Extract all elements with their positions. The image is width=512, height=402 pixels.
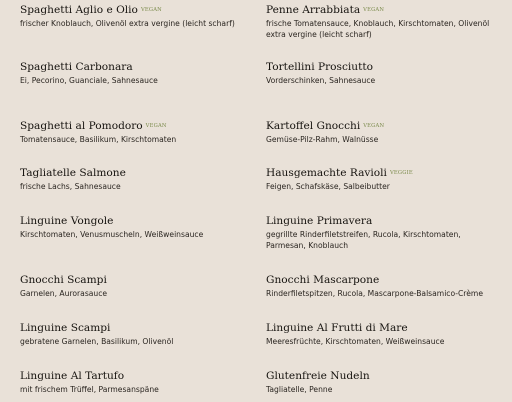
menu-item <box>266 60 502 86</box>
menu-item <box>20 273 245 299</box>
dish-description: Feigen, Schafskäse, Salbeibutter <box>266 182 390 191</box>
dish-description: Garnelen, Aurorasauce <box>20 289 108 298</box>
dish-description: gegrillte Rinderfiletstreifen, Rucola, Kirschtomaten, Parmesan, Knoblauch <box>266 230 461 250</box>
menu-item <box>20 214 245 240</box>
dish-name: Gnocchi Scampi <box>20 274 107 286</box>
dish-name: Linguine Scampi <box>20 322 111 334</box>
dish-name: Penne Arrabbiata VEGAN <box>266 4 385 16</box>
dish-name: Spaghetti al Pomodoro VEGAN <box>20 120 167 132</box>
menu-item <box>20 321 245 347</box>
dish-description: Ei, Pecorino, Guanciale, Sahnesauce <box>20 76 158 85</box>
dish-name: Glutenfreie Nudeln <box>266 370 370 382</box>
dish-name: Hausgemachte Ravioli VEGGIE <box>266 167 413 179</box>
menu-item <box>20 369 245 395</box>
vegan-badge: VEGAN <box>145 123 167 129</box>
dish-description: Rinderfiletspitzen, Rucola, Mascarpone-Balsamico-Crème <box>266 289 483 298</box>
dish-description: gebratene Garnelen, Basilikum, Olivenöl <box>20 337 174 346</box>
vegan-badge: VEGAN <box>140 7 162 13</box>
menu-item <box>266 119 502 145</box>
menu-item <box>266 166 502 192</box>
menu-item <box>266 273 502 299</box>
veggie-badge: VEGGIE <box>389 170 413 176</box>
dish-name: Gnocchi Mascarpone <box>266 274 380 286</box>
menu-item <box>266 214 502 251</box>
dish-description: Tomatensauce, Basilikum, Kirschtomaten <box>20 135 177 144</box>
menu-item <box>266 3 502 40</box>
vegan-badge: VEGAN <box>363 123 385 129</box>
dish-name: Tortellini Prosciutto <box>266 61 373 73</box>
menu-item <box>20 60 245 86</box>
menu-item <box>20 166 245 192</box>
dish-description: Gemüse-Pilz-Rahm, Walnüsse <box>266 135 379 144</box>
dish-name: Linguine Primavera <box>266 215 373 227</box>
menu-item <box>20 3 245 29</box>
dish-description: Vorderschinken, Sahnesauce <box>266 76 376 85</box>
dish-name: Linguine Vongole <box>20 215 114 227</box>
dish-description: mit frischem Trüffel, Parmesanspäne <box>20 385 159 394</box>
dish-description: Kirschtomaten, Venusmuscheln, Weißweinsauce <box>20 230 204 239</box>
dish-name: Linguine Al Frutti di Mare <box>266 322 408 334</box>
vegan-badge: VEGAN <box>363 7 385 13</box>
dish-description: frische Lachs, Sahnesauce <box>20 182 121 191</box>
dish-description: frischer Knoblauch, Olivenöl extra vergine (leicht scharf) <box>20 19 235 28</box>
dish-name: Tagliatelle Salmone <box>20 167 126 179</box>
dish-name: Spaghetti Carbonara <box>20 61 133 73</box>
menu-item <box>266 369 502 395</box>
dish-description: Tagliatelle, Penne <box>266 385 333 394</box>
dish-description: Meeresfrüchte, Kirschtomaten, Weißweinsauce <box>266 337 445 346</box>
menu-item <box>266 321 502 347</box>
dish-description: frische Tomatensauce, Knoblauch, Kirschtomaten, Olivenöl extra vergine (leicht scharf) <box>266 19 490 39</box>
dish-name: Linguine Al Tartufo <box>20 370 125 382</box>
dish-name: Kartoffel Gnocchi VEGAN <box>266 120 385 132</box>
menu-item <box>20 119 245 145</box>
dish-name: Spaghetti Aglio e Olio VEGAN <box>20 4 162 16</box>
